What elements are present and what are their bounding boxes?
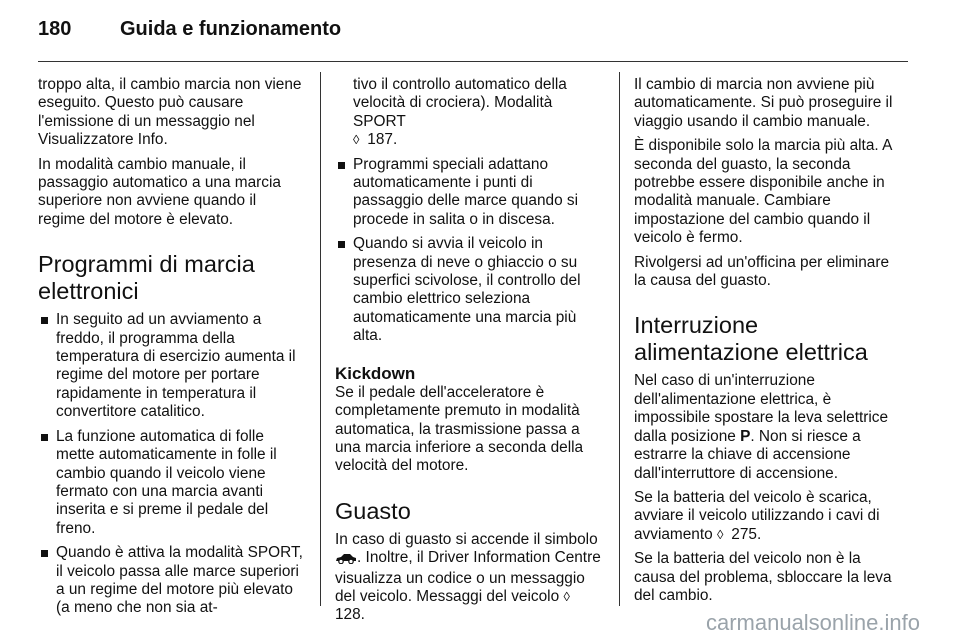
bullet-list	[38, 311, 306, 618]
bullet-list	[335, 156, 603, 346]
header-rule	[38, 61, 908, 62]
cross-reference-icon: ◊	[563, 588, 570, 604]
page-number: 180	[38, 18, 72, 40]
gear-position-p: P	[740, 427, 751, 445]
column-2	[335, 76, 603, 631]
page-reference-link[interactable]: 275.	[731, 525, 762, 543]
column-1	[38, 76, 306, 624]
page-reference-link[interactable]: 128.	[335, 606, 365, 624]
column-divider-1	[320, 72, 321, 606]
paragraph: Se la batteria del veicolo è scarica, avviare il veicolo utilizzando i cavi di avviamento ◊ 275.	[634, 488, 880, 543]
list-item-continuation: tivo il controllo automatico della velocità di crociera). Modalità SPORT ◊ 187.	[353, 76, 567, 149]
paragraph: Se il pedale dell'acceleratore è completamente premuto in modalità automatica, la trasmissione passa a una marcia inferiore a seconda della velocità del motore.	[335, 383, 584, 475]
list-item: Quando è attiva la modalità SPORT, il veicolo passa alle marce superiori a un regime del motore più elevato (a meno che non sia at-	[38, 544, 306, 618]
column-divider-2	[619, 72, 620, 606]
paragraph: In caso di guasto si accende il simbolo . Inoltre, il Driver Information Centre visualizza un codice o un messaggio del veicolo. Messaggi del veicolo ◊ 128.	[335, 530, 601, 624]
paragraph: Rivolgersi ad un'officina per eliminare la causa del guasto.	[634, 253, 890, 290]
page-header	[38, 18, 341, 48]
column-3	[634, 76, 902, 611]
list-item: Programmi speciali adattano automaticamente i punti di passaggio delle marce quando si procede in salita o in discesa.	[335, 156, 603, 230]
paragraph: È disponibile solo la marcia più alta. A seconda del guasto, la seconda potrebbe essere disponibile anche in modalità manuale. Cambiare impostazione del cambio quando il veicolo è fermo.	[634, 137, 892, 247]
cross-reference-icon: ◊	[717, 526, 724, 542]
paragraph: Nel caso di un'interruzione dell'alimentazione elettrica, è impossibile spostare la leva selettrice dalla posizione P. Non si riesce a estrarre la chiave di accensione dall'interruttore di accensione.	[634, 372, 889, 482]
page-reference-link[interactable]: 187.	[367, 131, 398, 149]
paragraph: Se la batteria del veicolo non è la causa del problema, sbloccare la leva del cambio.	[634, 550, 892, 604]
list-item: In seguito ad un avviamento a freddo, il programma della temperatura di esercizio aumenta il regime del motore per portare rapidamente in temperatura il convertitore catalitico.	[38, 311, 306, 421]
section-heading-guasto: Guasto	[335, 497, 411, 524]
page-title: Guida e funzionamento	[120, 18, 342, 40]
section-heading-interruzione: Interruzione alimentazione elettrica	[634, 312, 868, 366]
list-item: La funzione automatica di folle mette automaticamente in folle il cambio quando il veicolo viene fermato con una marcia avanti inserita e si preme il pedale del freno.	[38, 428, 306, 538]
watermark: carmanualsonline.info	[705, 610, 920, 635]
list-item: Quando si avvia il veicolo in presenza di neve o ghiaccio o su superfici scivolose, il controllo del cambio elettrico seleziona automaticamente una marcia più alta.	[335, 235, 603, 345]
cross-reference-icon: ◊	[353, 132, 360, 148]
paragraph: In modalità cambio manuale, il passaggio automatico a una marcia superiore non avviene quando il regime del motore è elevato.	[38, 155, 281, 228]
section-heading-programmi: Programmi di marcia elettronici	[38, 251, 255, 305]
paragraph: troppo alta, il cambio marcia non viene eseguito. Questo può causare l'emissione di un messaggio nel Visualizzatore Info.	[38, 76, 302, 149]
car-fault-icon	[335, 551, 357, 569]
section-heading-kickdown: Kickdown	[335, 363, 416, 383]
paragraph: Il cambio di marcia non avviene più automaticamente. Si può proseguire il viaggio usando il cambio manuale.	[634, 76, 893, 130]
